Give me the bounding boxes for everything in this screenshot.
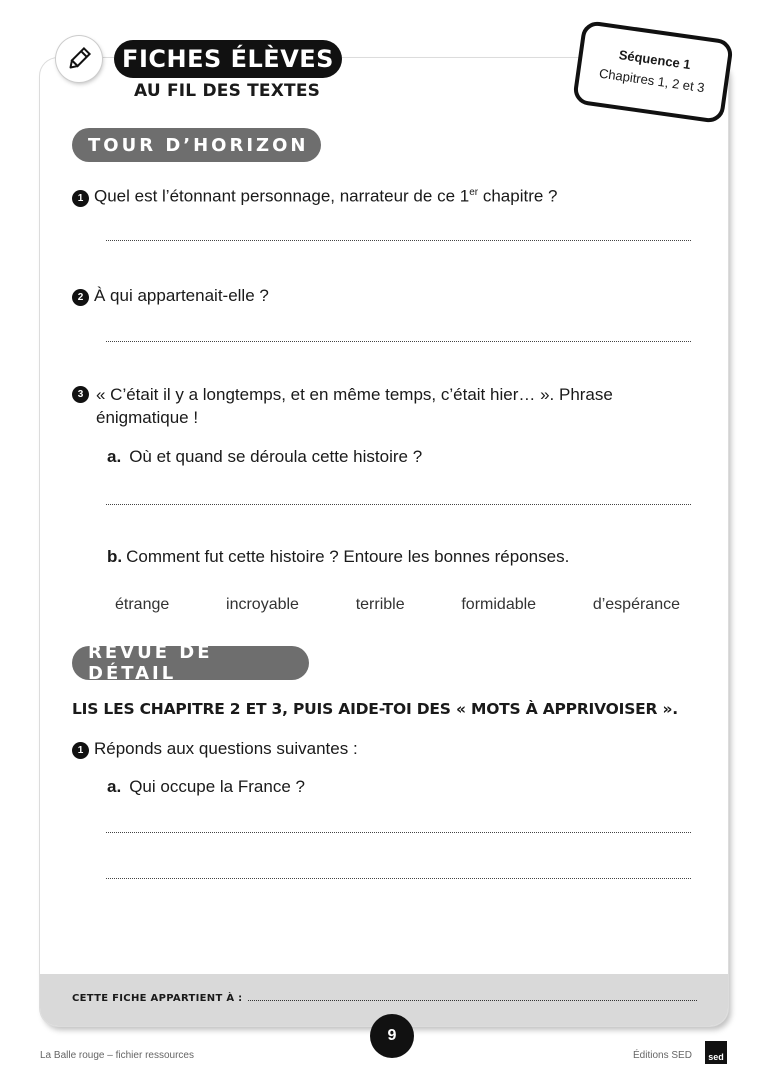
word-choice[interactable]: formidable <box>461 596 537 613</box>
owner-label: CETTE FICHE APPARTIENT À : <box>72 993 243 1004</box>
question-text: À qui appartenait-elle ? <box>94 286 269 305</box>
word-choices <box>115 596 680 614</box>
answer-line[interactable] <box>106 341 691 342</box>
page-number: 9 <box>370 1014 414 1058</box>
question-text: Qui occupe la France ? <box>129 777 305 796</box>
section-title-tour-horizon: TOUR D’HORIZON <box>72 128 321 162</box>
sub-letter: a. <box>107 447 122 466</box>
question-1 <box>72 181 558 208</box>
word-choice[interactable]: d’espérance <box>592 596 680 613</box>
answer-line[interactable] <box>106 504 691 505</box>
word-choice[interactable]: terrible <box>355 596 405 613</box>
book-title: La Balle rouge – fichier ressources <box>40 1050 194 1061</box>
question-3a <box>107 445 422 468</box>
pencil-icon <box>56 36 102 82</box>
word-choice[interactable]: incroyable <box>226 596 299 613</box>
question-text: Comment fut cette histoire ? Entoure les bonnes réponses. <box>126 547 570 566</box>
page-subtitle: AU FIL DES TEXTES <box>134 81 321 101</box>
question-number: 3 <box>72 386 89 403</box>
superscript: er <box>469 187 479 198</box>
question-3b <box>107 545 569 568</box>
owner-answer-line[interactable] <box>248 1000 697 1001</box>
question-number: 1 <box>72 190 89 207</box>
question-1a-revue <box>107 775 305 798</box>
answer-line[interactable] <box>106 240 691 241</box>
section-title-revue-detail: REVUE DE DÉTAIL <box>72 646 309 680</box>
question-1-revue <box>72 737 358 760</box>
question-3 <box>72 383 702 429</box>
sub-letter: a. <box>107 777 122 796</box>
question-number: 1 <box>72 742 89 759</box>
page-title: FICHES ÉLÈVES <box>114 40 342 78</box>
question-2 <box>72 284 269 307</box>
question-text: Quel est l’étonnant personnage, narrateur de ce 1 <box>94 186 470 206</box>
question-text: Réponds aux questions suivantes : <box>94 739 358 758</box>
answer-line[interactable] <box>106 878 691 879</box>
sequence-title: Séquence 1 <box>617 47 692 73</box>
publisher-name: Éditions SED <box>633 1050 692 1061</box>
publisher-logo: sed <box>705 1041 727 1064</box>
question-number: 2 <box>72 289 89 306</box>
sequence-chapters: Chapitres 1, 2 et 3 <box>598 65 706 96</box>
question-text-end: chapitre ? <box>478 186 558 206</box>
question-text: « C’était il y a longtemps, et en même temps, c’était hier… ». Phrase énigmatique ! <box>96 385 613 427</box>
sub-letter: b. <box>107 547 123 566</box>
answer-line[interactable] <box>106 832 691 833</box>
word-choice[interactable]: étrange <box>115 596 170 613</box>
question-text: Où et quand se déroula cette histoire ? <box>129 447 423 466</box>
instruction-text: LIS LES CHAPITRE 2 ET 3, PUIS AIDE-TOI DES « MOTS À APPRIVOISER ». <box>72 700 678 718</box>
